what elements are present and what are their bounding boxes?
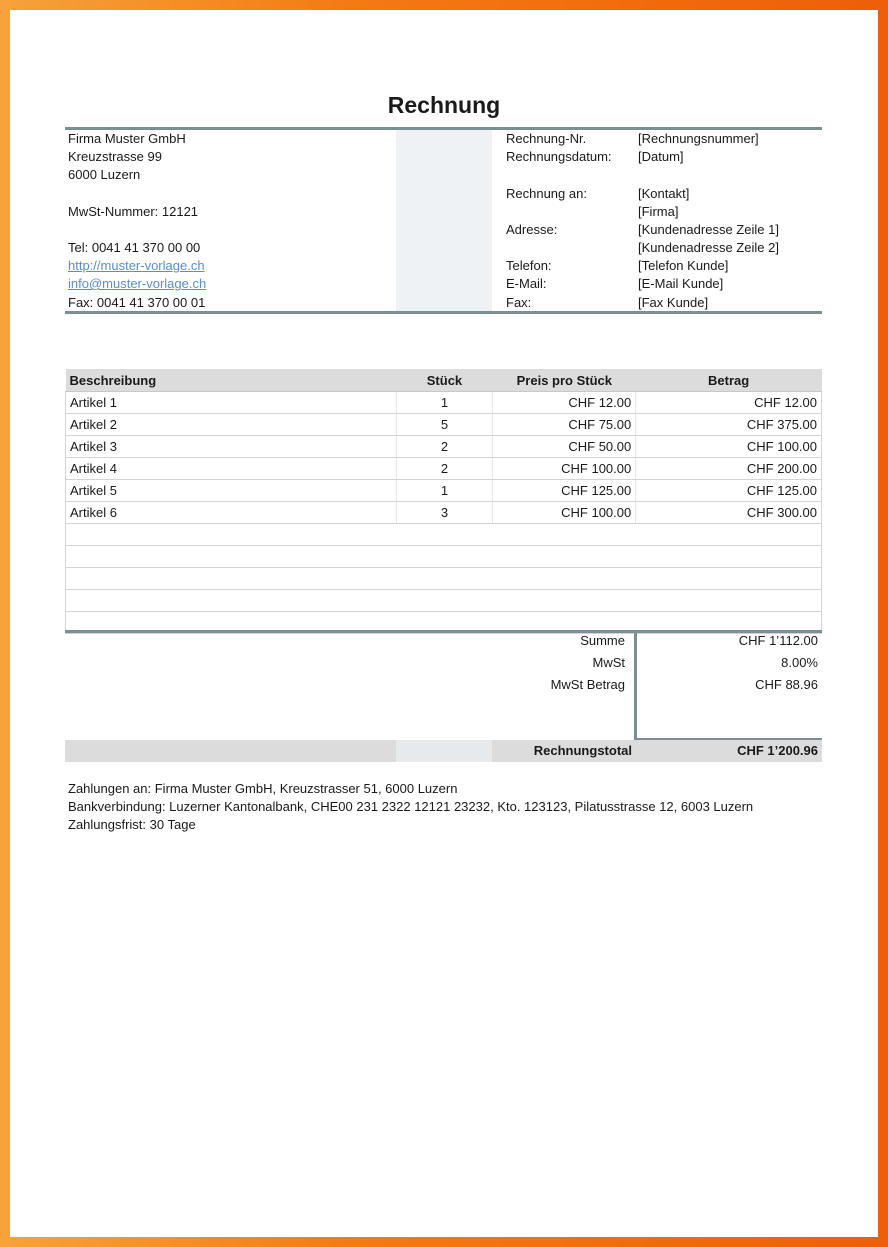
row-description: Artikel 1 — [66, 392, 397, 414]
invoice-address-label: Adresse: — [506, 222, 558, 237]
invoice-number-value: [Rechnungsnummer] — [638, 131, 759, 146]
row-amount: CHF 375.00 — [636, 414, 822, 436]
invoice-phone-value: [Telefon Kunde] — [638, 258, 729, 273]
bank-details: Bankverbindung: Luzerner Kantonalbank, CHE00 231 2322 12121 23232, Kto. 123123, Pilatusstrasse 12, 6003 Luzern — [68, 799, 754, 814]
table-header-row — [66, 369, 822, 392]
vat-amount-value: CHF 88.96 — [755, 677, 818, 692]
invoice-to-label: Rechnung an: — [506, 186, 587, 201]
invoice-date-value: [Datum] — [638, 149, 684, 164]
invoice-email-value: [E-Mail Kunde] — [638, 276, 724, 291]
total-label: Rechnungstotal — [533, 743, 632, 758]
table-row — [66, 458, 822, 480]
invoice-phone-label: Telefon: — [506, 258, 552, 273]
row-description: Artikel 3 — [66, 436, 397, 458]
header-quantity: Stück — [396, 369, 493, 392]
row-quantity: 3 — [396, 502, 493, 524]
row-unit-price: CHF 50.00 — [493, 436, 636, 458]
table-empty-row — [66, 568, 822, 590]
row-amount: CHF 300.00 — [636, 502, 822, 524]
table-row — [66, 436, 822, 458]
row-quantity: 1 — [396, 392, 493, 414]
row-amount: CHF 125.00 — [636, 480, 822, 502]
row-amount: CHF 200.00 — [636, 458, 822, 480]
row-amount: CHF 12.00 — [636, 392, 822, 414]
payment-terms: Zahlungsfrist: 30 Tage — [68, 817, 196, 832]
invoice-firm-value: [Firma] — [638, 204, 679, 219]
total-value-rule — [634, 738, 822, 740]
row-quantity: 2 — [396, 458, 493, 480]
invoice-number-label: Rechnung-Nr. — [506, 131, 587, 146]
header-shade-column — [396, 130, 492, 311]
table-row — [66, 502, 822, 524]
row-amount: CHF 100.00 — [636, 436, 822, 458]
header-amount: Betrag — [636, 369, 822, 392]
row-quantity: 5 — [396, 414, 493, 436]
row-description: Artikel 2 — [66, 414, 397, 436]
invoice-page — [10, 10, 878, 1237]
vat-label: MwSt — [592, 655, 625, 670]
row-quantity: 2 — [396, 436, 493, 458]
sender-email-link[interactable]: info@muster-vorlage.ch — [68, 276, 207, 291]
sum-label: Summe — [580, 633, 625, 648]
vat-amount-label: MwSt Betrag — [550, 677, 625, 692]
sender-city: 6000 Luzern — [68, 167, 141, 182]
invoice-fax-value: [Fax Kunde] — [638, 295, 709, 310]
invoice-fax-label: Fax: — [506, 295, 532, 310]
table-empty-row — [66, 524, 822, 546]
payment-recipient: Zahlungen an: Firma Muster GmbH, Kreuzstrasser 51, 6000 Luzern — [68, 781, 458, 796]
sum-value: CHF 1’112.00 — [738, 633, 818, 648]
table-row — [66, 414, 822, 436]
sender-street: Kreuzstrasse 99 — [68, 149, 162, 164]
row-description: Artikel 6 — [66, 502, 397, 524]
items-table — [65, 369, 822, 634]
sender-fax: Fax: 0041 41 370 00 01 — [68, 295, 206, 310]
total-value: CHF 1’200.96 — [737, 743, 818, 758]
row-unit-price: CHF 12.00 — [493, 392, 636, 414]
header-description: Beschreibung — [66, 369, 397, 392]
row-unit-price: CHF 125.00 — [493, 480, 636, 502]
vat-value: 8.00% — [781, 655, 818, 670]
row-description: Artikel 4 — [66, 458, 397, 480]
invoice-email-label: E-Mail: — [506, 276, 547, 291]
header-unit-price: Preis pro Stück — [493, 369, 636, 392]
sender-website-link[interactable]: http://muster-vorlage.ch — [68, 258, 205, 273]
row-quantity: 1 — [396, 480, 493, 502]
invoice-title: Rechnung — [387, 92, 501, 118]
row-unit-price: CHF 100.00 — [493, 502, 636, 524]
table-row — [66, 480, 822, 502]
row-description: Artikel 5 — [66, 480, 397, 502]
table-empty-row — [66, 590, 822, 612]
row-unit-price: CHF 100.00 — [493, 458, 636, 480]
invoice-address-line2: [Kundenadresse Zeile 2] — [638, 240, 779, 255]
sender-company: Firma Muster GmbH — [68, 131, 186, 146]
table-empty-row — [66, 546, 822, 568]
table-row — [66, 392, 822, 414]
invoice-address-line1: [Kundenadresse Zeile 1] — [638, 222, 779, 237]
invoice-contact-value: [Kontakt] — [638, 186, 690, 201]
invoice-date-label: Rechnungsdatum: — [506, 149, 612, 164]
sender-vat-number: MwSt-Nummer: 12121 — [68, 204, 199, 219]
sender-tel: Tel: 0041 41 370 00 00 — [68, 240, 201, 255]
row-unit-price: CHF 75.00 — [493, 414, 636, 436]
